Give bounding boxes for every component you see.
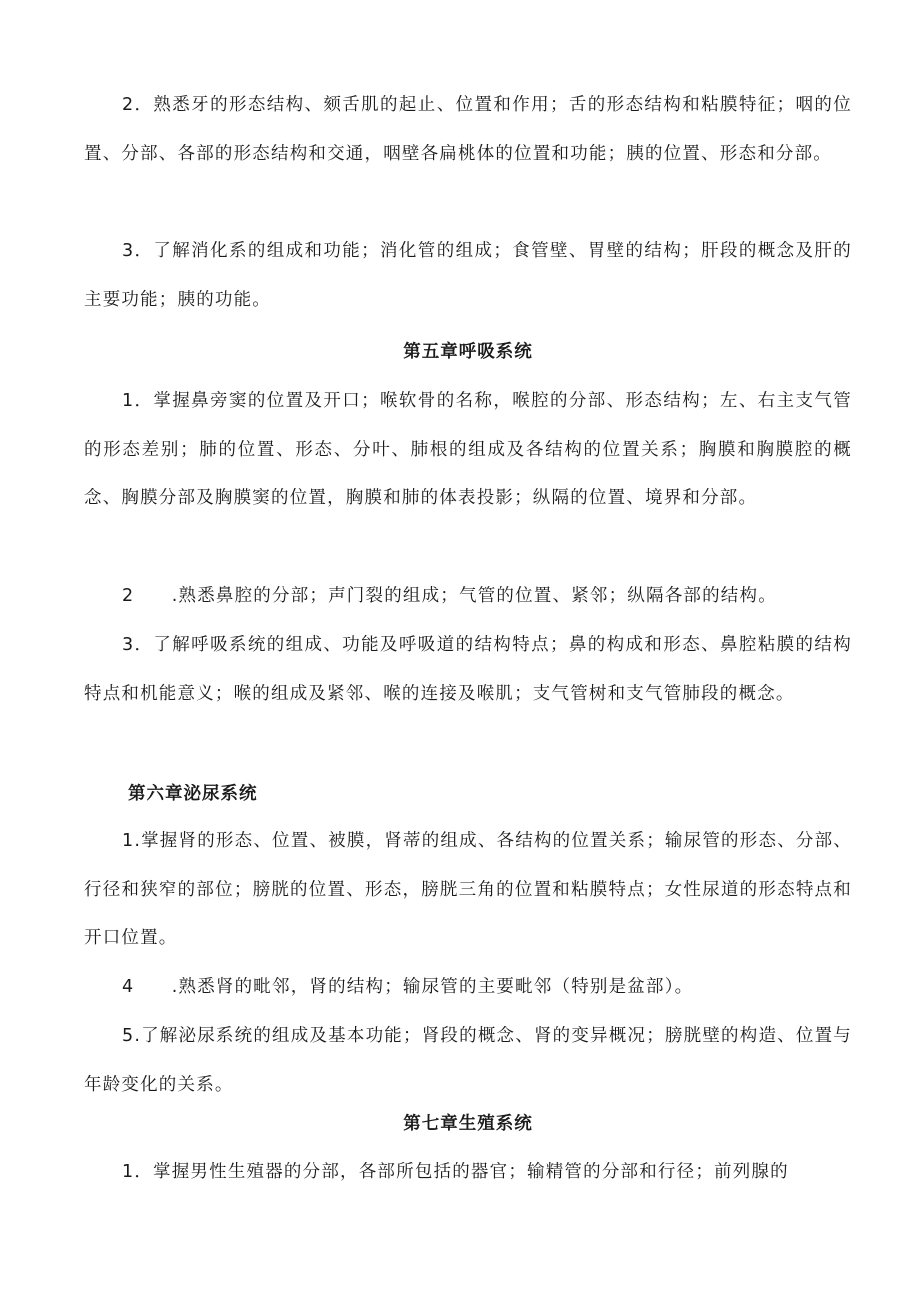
paragraph-digestive-2: 2．熟悉牙的形态结构、颏舌肌的起止、位置和作用；舌的形态结构和粘膜特征；咽的位置、分部、各部的形态结构和交通，咽壁各扁桃体的位置和功能；胰的位置、形态和分部。 [84,95,852,164]
chapter-6-title: 第六章泌尿系统 [128,784,258,804]
paragraph-urinary-1: 1.掌握肾的形态、位置、被膜，肾蒂的组成、各结构的位置关系；输尿管的形态、分部、行径和狭窄的部位；膀胱的位置、形态，膀胱三角的位置和粘膜特点；女性尿道的形态特点和开口位置。 [84,831,852,948]
paragraph-urinary-5: 5.了解泌尿系统的组成及基本功能；肾段的概念、肾的变异概况；膀胱壁的构造、位置与年龄变化的关系。 [84,1026,852,1095]
paragraph-respiratory-3: 3．了解呼吸系统的组成、功能及呼吸道的结构特点；鼻的构成和形态、鼻腔粘膜的结构特点和机能意义；喉的组成及紧邻、喉的连接及喉肌；支气管树和支气管肺段的概念。 [84,635,852,704]
paragraph-digestive-3: 3．了解消化系的组成和功能；消化管的组成；食管壁、胃壁的结构；肝段的概念及肝的主要功能；胰的功能。 [84,241,852,310]
paragraph-urinary-4: 4 .熟悉肾的毗邻，肾的结构；输尿管的主要毗邻（特别是盆部）。 [122,977,694,997]
paragraph-respiratory-2: 2 .熟悉鼻腔的分部；声门裂的组成；气管的位置、紧邻；纵隔各部的结构。 [122,586,777,606]
chapter-5-title: 第五章呼吸系统 [403,342,533,362]
paragraph-respiratory-1: 1．掌握鼻旁窦的位置及开口；喉软骨的名称，喉腔的分部、形态结构；左、右主支气管的形态差别；肺的位置、形态、分叶、肺根的组成及各结构的位置关系；胸膜和胸膜腔的概念、胸膜分部及胸膜窦的位置，胸膜和肺的体表投影；纵隔的位置、境界和分部。 [84,391,852,508]
chapter-7-title: 第七章生殖系统 [403,1114,533,1134]
paragraph-reproductive-1: 1．掌握男性生殖器的分部，各部所包括的器官；输精管的分部和行径；前列腺的 [122,1162,789,1182]
